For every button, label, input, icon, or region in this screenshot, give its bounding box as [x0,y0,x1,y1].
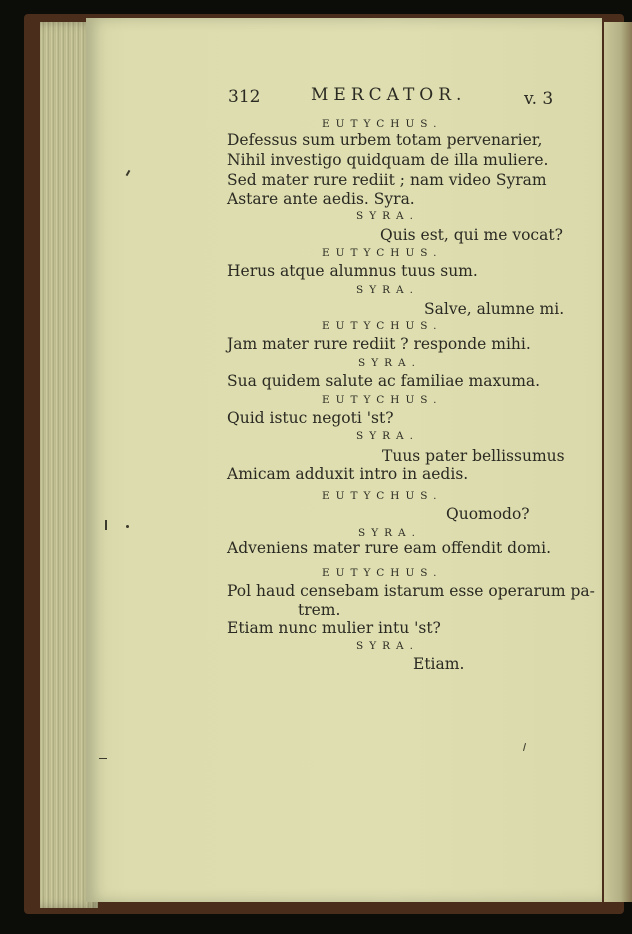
verse-line: Etiam nunc mulier intu 'st? [227,619,441,637]
book-page [86,18,602,902]
speaker-label: SYRA. [358,357,421,369]
speaker-label: EUTYCHUS. [322,118,443,130]
speaker-label: SYRA. [356,284,419,296]
speaker-label: EUTYCHUS. [322,394,443,406]
verse-line: Quid istuc negoti 'st? [227,409,394,427]
verse-line: Quomodo? [446,505,530,523]
verse-line: Sed mater rure rediit ; nam video Syram [227,171,547,189]
verse-line: Defessus sum urbem totam pervenarier, [227,131,543,149]
page-number: 312 [228,87,261,107]
ink-speck [126,170,131,176]
verse-line: Quis est, qui me vocat? [380,226,563,244]
act-scene-number: v. 3 [524,89,554,109]
verse-line: Adveniens mater rure eam offendit domi. [227,539,552,557]
verse-line: Etiam. [413,655,465,673]
verse-line: Pol haud censebam istarum esse operarum pa- [227,582,595,600]
ink-speck [105,520,107,530]
ink-speck [126,525,129,528]
ink-speck [99,758,107,759]
ink-speck [523,743,526,751]
verse-line: trem. [298,601,341,619]
verse-line: Amicam adduxit intro in aedis. [227,465,469,483]
speaker-label: SYRA. [356,430,419,442]
facing-page-edge [604,22,632,902]
verse-line: Herus atque alumnus tuus sum. [227,262,478,280]
speaker-label: EUTYCHUS. [322,320,443,332]
speaker-label: EUTYCHUS. [322,567,443,579]
speaker-label: SYRA. [356,640,419,652]
verse-line: Nihil investigo quidquam de illa muliere. [227,151,549,169]
speaker-label: SYRA. [358,527,421,539]
verse-line: Jam mater rure rediit ? responde mihi. [227,335,531,353]
running-title: MERCATOR. [311,85,467,105]
speaker-label: EUTYCHUS. [322,490,443,502]
verse-line: Salve, alumne mi. [424,300,565,318]
verse-line: Sua quidem salute ac familiae maxuma. [227,372,541,390]
speaker-label: EUTYCHUS. [322,247,443,259]
verse-line: Tuus pater bellissumus [382,447,565,465]
verse-line: Astare ante aedis. Syra. [227,190,415,208]
speaker-label: SYRA. [356,210,419,222]
